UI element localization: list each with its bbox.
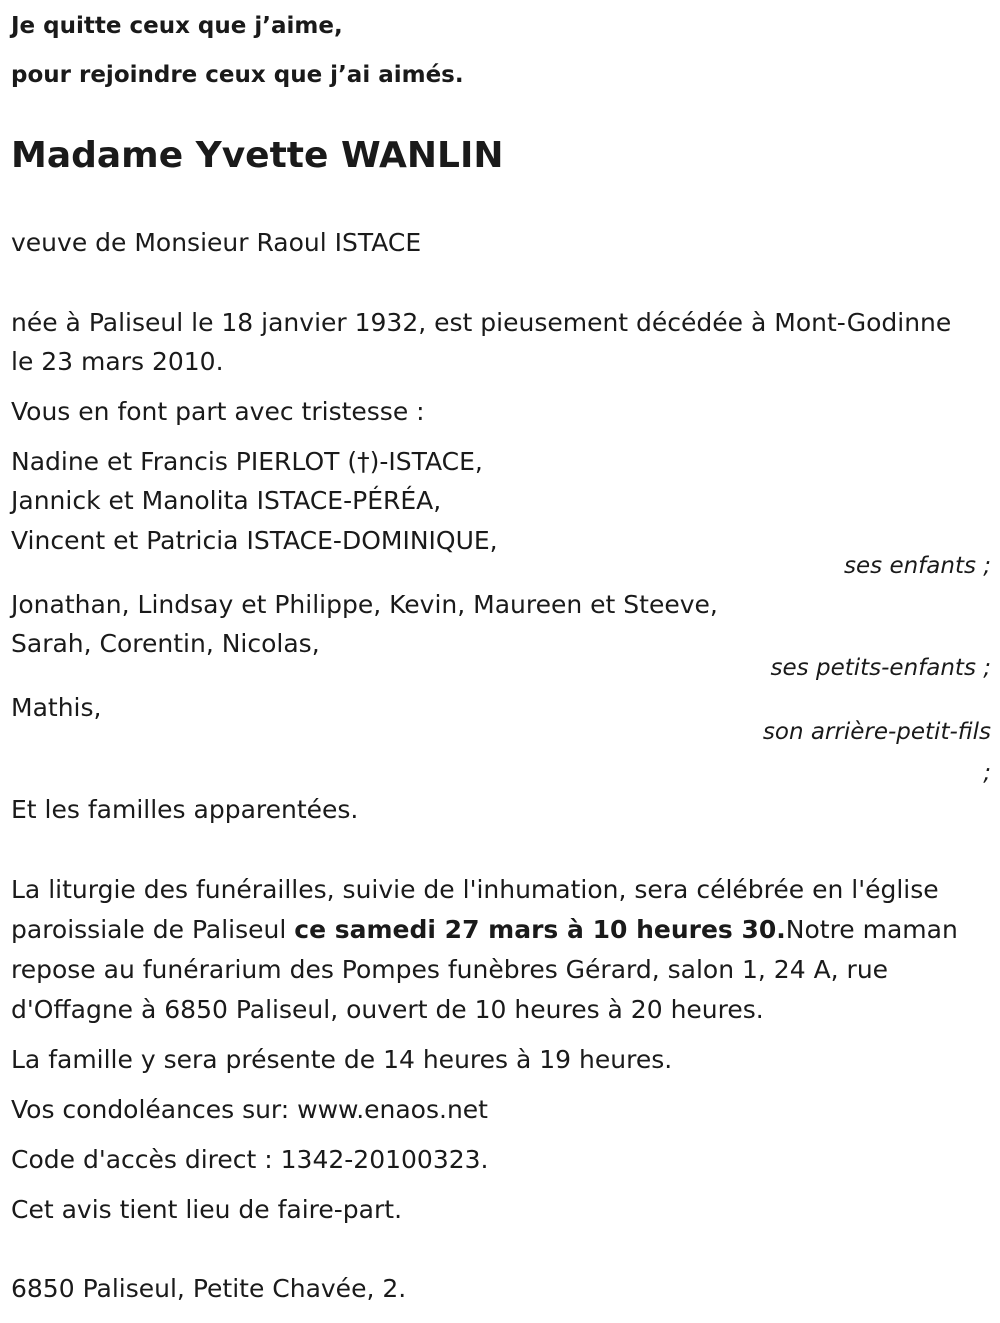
funeral-line-2 xyxy=(11,910,958,950)
condolences-line: Vos condoléances sur: www.enaos.net xyxy=(11,1095,488,1124)
great-grandchild-label-end: ; xyxy=(983,760,991,786)
birth-death-line-1: née à Paliseul le 18 janvier 1932, est pieusement décédée à Mont-Godinne xyxy=(11,308,952,337)
funeral-line-1: La liturgie des funérailles, suivie de l'inhumation, sera célébrée en l'église xyxy=(11,875,939,904)
funeral-line-4: d'Offagne à 6850 Paliseul, ouvert de 10 heures à 20 heures. xyxy=(11,995,764,1024)
funeral-line-3: repose au funérarium des Pompes funèbres Gérard, salon 1, 24 A, rue xyxy=(11,955,889,984)
child-name: Nadine et Francis PIERLOT (†)-ISTACE, xyxy=(11,447,483,476)
child-name: Jannick et Manolita ISTACE-PÉRÉA, xyxy=(11,486,442,515)
great-grandchild-name: Mathis, xyxy=(11,693,102,722)
address-line: 6850 Paliseul, Petite Chavée, 2. xyxy=(11,1274,407,1303)
funeral-line-2-start: paroissiale de Paliseul xyxy=(11,915,295,944)
funeral-date-time: ce samedi 27 mars à 10 heures 30. xyxy=(294,915,786,944)
families-line: Et les familles apparentées. xyxy=(11,795,359,824)
children-label: ses enfants ; xyxy=(844,553,991,579)
epigraph-line-2: pour rejoindre ceux que j’ai aimés. xyxy=(11,62,464,88)
notice-line: Cet avis tient lieu de faire-part. xyxy=(11,1195,403,1224)
deceased-name: Madame Yvette WANLIN xyxy=(11,135,504,176)
access-code-line: Code d'accès direct : 1342-20100323. xyxy=(11,1145,489,1174)
family-presence-line: La famille y sera présente de 14 heures à 19 heures. xyxy=(11,1045,673,1074)
grandchild-name: Jonathan, Lindsay et Philippe, Kevin, Maureen et Steeve, xyxy=(11,590,718,619)
grandchild-name: Sarah, Corentin, Nicolas, xyxy=(11,629,320,658)
great-grandchild-label: son arrière-petit-fils xyxy=(762,719,991,745)
grandchildren-label: ses petits-enfants ; xyxy=(770,655,991,681)
birth-death-line-2: le 23 mars 2010. xyxy=(11,347,224,376)
announcement-line: Vous en font part avec tristesse : xyxy=(11,397,425,426)
epigraph-line-1: Je quitte ceux que j’aime, xyxy=(11,13,343,39)
child-name: Vincent et Patricia ISTACE-DOMINIQUE, xyxy=(11,526,498,555)
widow-of-line: veuve de Monsieur Raoul ISTACE xyxy=(11,228,422,257)
funeral-line-2-end: Notre maman xyxy=(785,915,958,944)
